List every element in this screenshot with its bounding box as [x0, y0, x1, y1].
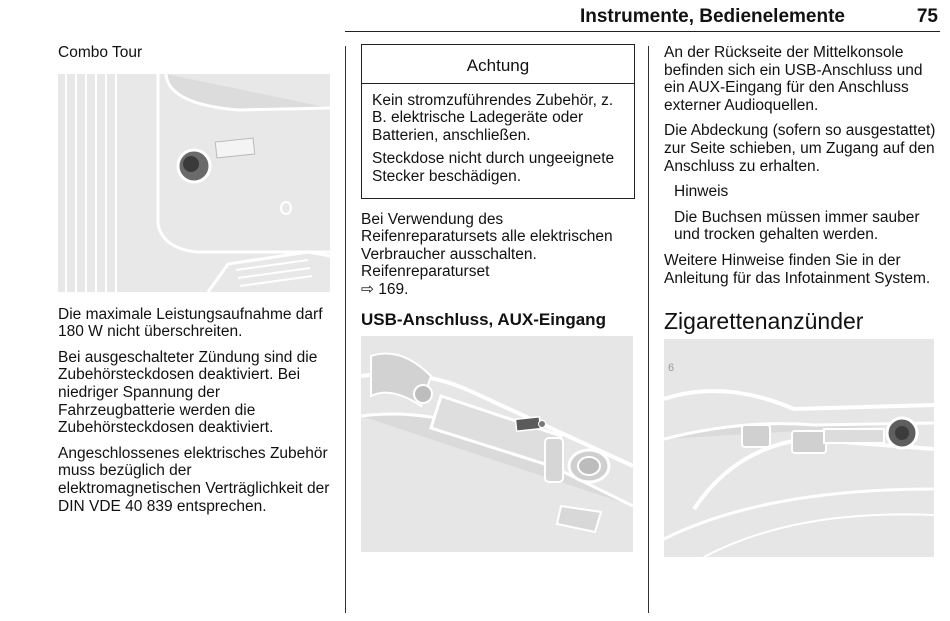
subsection-title: Combo Tour: [58, 44, 143, 61]
warning-heading: Achtung: [362, 45, 634, 84]
warning-line: Kein stromzuführendes Zubehör, z. B. elektrische Ladegeräte oder Batterien, anschließen.: [372, 91, 614, 144]
paragraph: Weitere Hinweise finden Sie in der Anleitung für das Infotainment System.: [664, 251, 931, 287]
paragraph-text: Bei Verwendung des Reifenreparatursets alle elektrischen Verbraucher ausschalten. Reifenreparaturset: [361, 210, 613, 281]
usb-aux-illustration-drawing: [361, 336, 633, 552]
socket-illustration: [58, 74, 330, 292]
paragraph: Angeschlossenes elektrisches Zubehör muss bezüglich der elektromagnetischen Verträglichkeit der DIN VDE 40 839 entsprechen.: [58, 444, 330, 515]
column-divider: [345, 46, 346, 613]
paragraph: Die Abdeckung (sofern so ausgestattet) zur Seite schieben, um Zugang auf den Anschluss zu erhalten.: [664, 122, 936, 175]
cigarette-lighter-illustration-drawing: [664, 339, 934, 557]
cigarette-lighter-illustration: [664, 339, 934, 557]
page-number: 75: [916, 6, 938, 27]
column-right: [664, 44, 944, 557]
section-heading: USB-Anschluss, AUX-Eingang: [361, 309, 606, 329]
header-rule: [345, 31, 940, 32]
usb-aux-illustration: [361, 336, 633, 552]
warning-body: [362, 84, 634, 198]
section-heading: Zigarettenanzünder: [664, 308, 864, 335]
column-middle: [361, 44, 635, 552]
page-reference-link[interactable]: ⇨ 169.: [361, 280, 409, 298]
note-heading: Hinweis: [674, 183, 729, 201]
figure-label: 6: [668, 361, 675, 374]
column-divider: [648, 46, 649, 613]
running-header-title: Instrumente, Bedienelemente: [579, 6, 845, 27]
paragraph: Die maximale Leistungsaufnahme darf 180 W nicht überschreiten.: [58, 305, 323, 341]
paragraph: [361, 211, 635, 299]
warning-box: [361, 44, 635, 199]
warning-line: Steckdose nicht durch ungeeignete Stecker beschädigen.: [372, 150, 615, 185]
paragraph: Bei ausgeschalteter Zündung sind die Zubehörsteckdosen deaktiviert. Bei niedriger Spannung der Fahrzeugbatterie werden die Zubehörsteckdosen deaktiviert.: [58, 348, 318, 437]
paragraph: An der Rückseite der Mittelkonsole befinden sich ein USB-Anschluss und ein AUX-Eingang für den Anschluss externer Audioquellen.: [664, 44, 923, 114]
note-text: Die Buchsen müssen immer sauber und trocken gehalten werden.: [674, 208, 920, 244]
socket-illustration-drawing: [58, 74, 330, 292]
column-left: [58, 44, 334, 523]
